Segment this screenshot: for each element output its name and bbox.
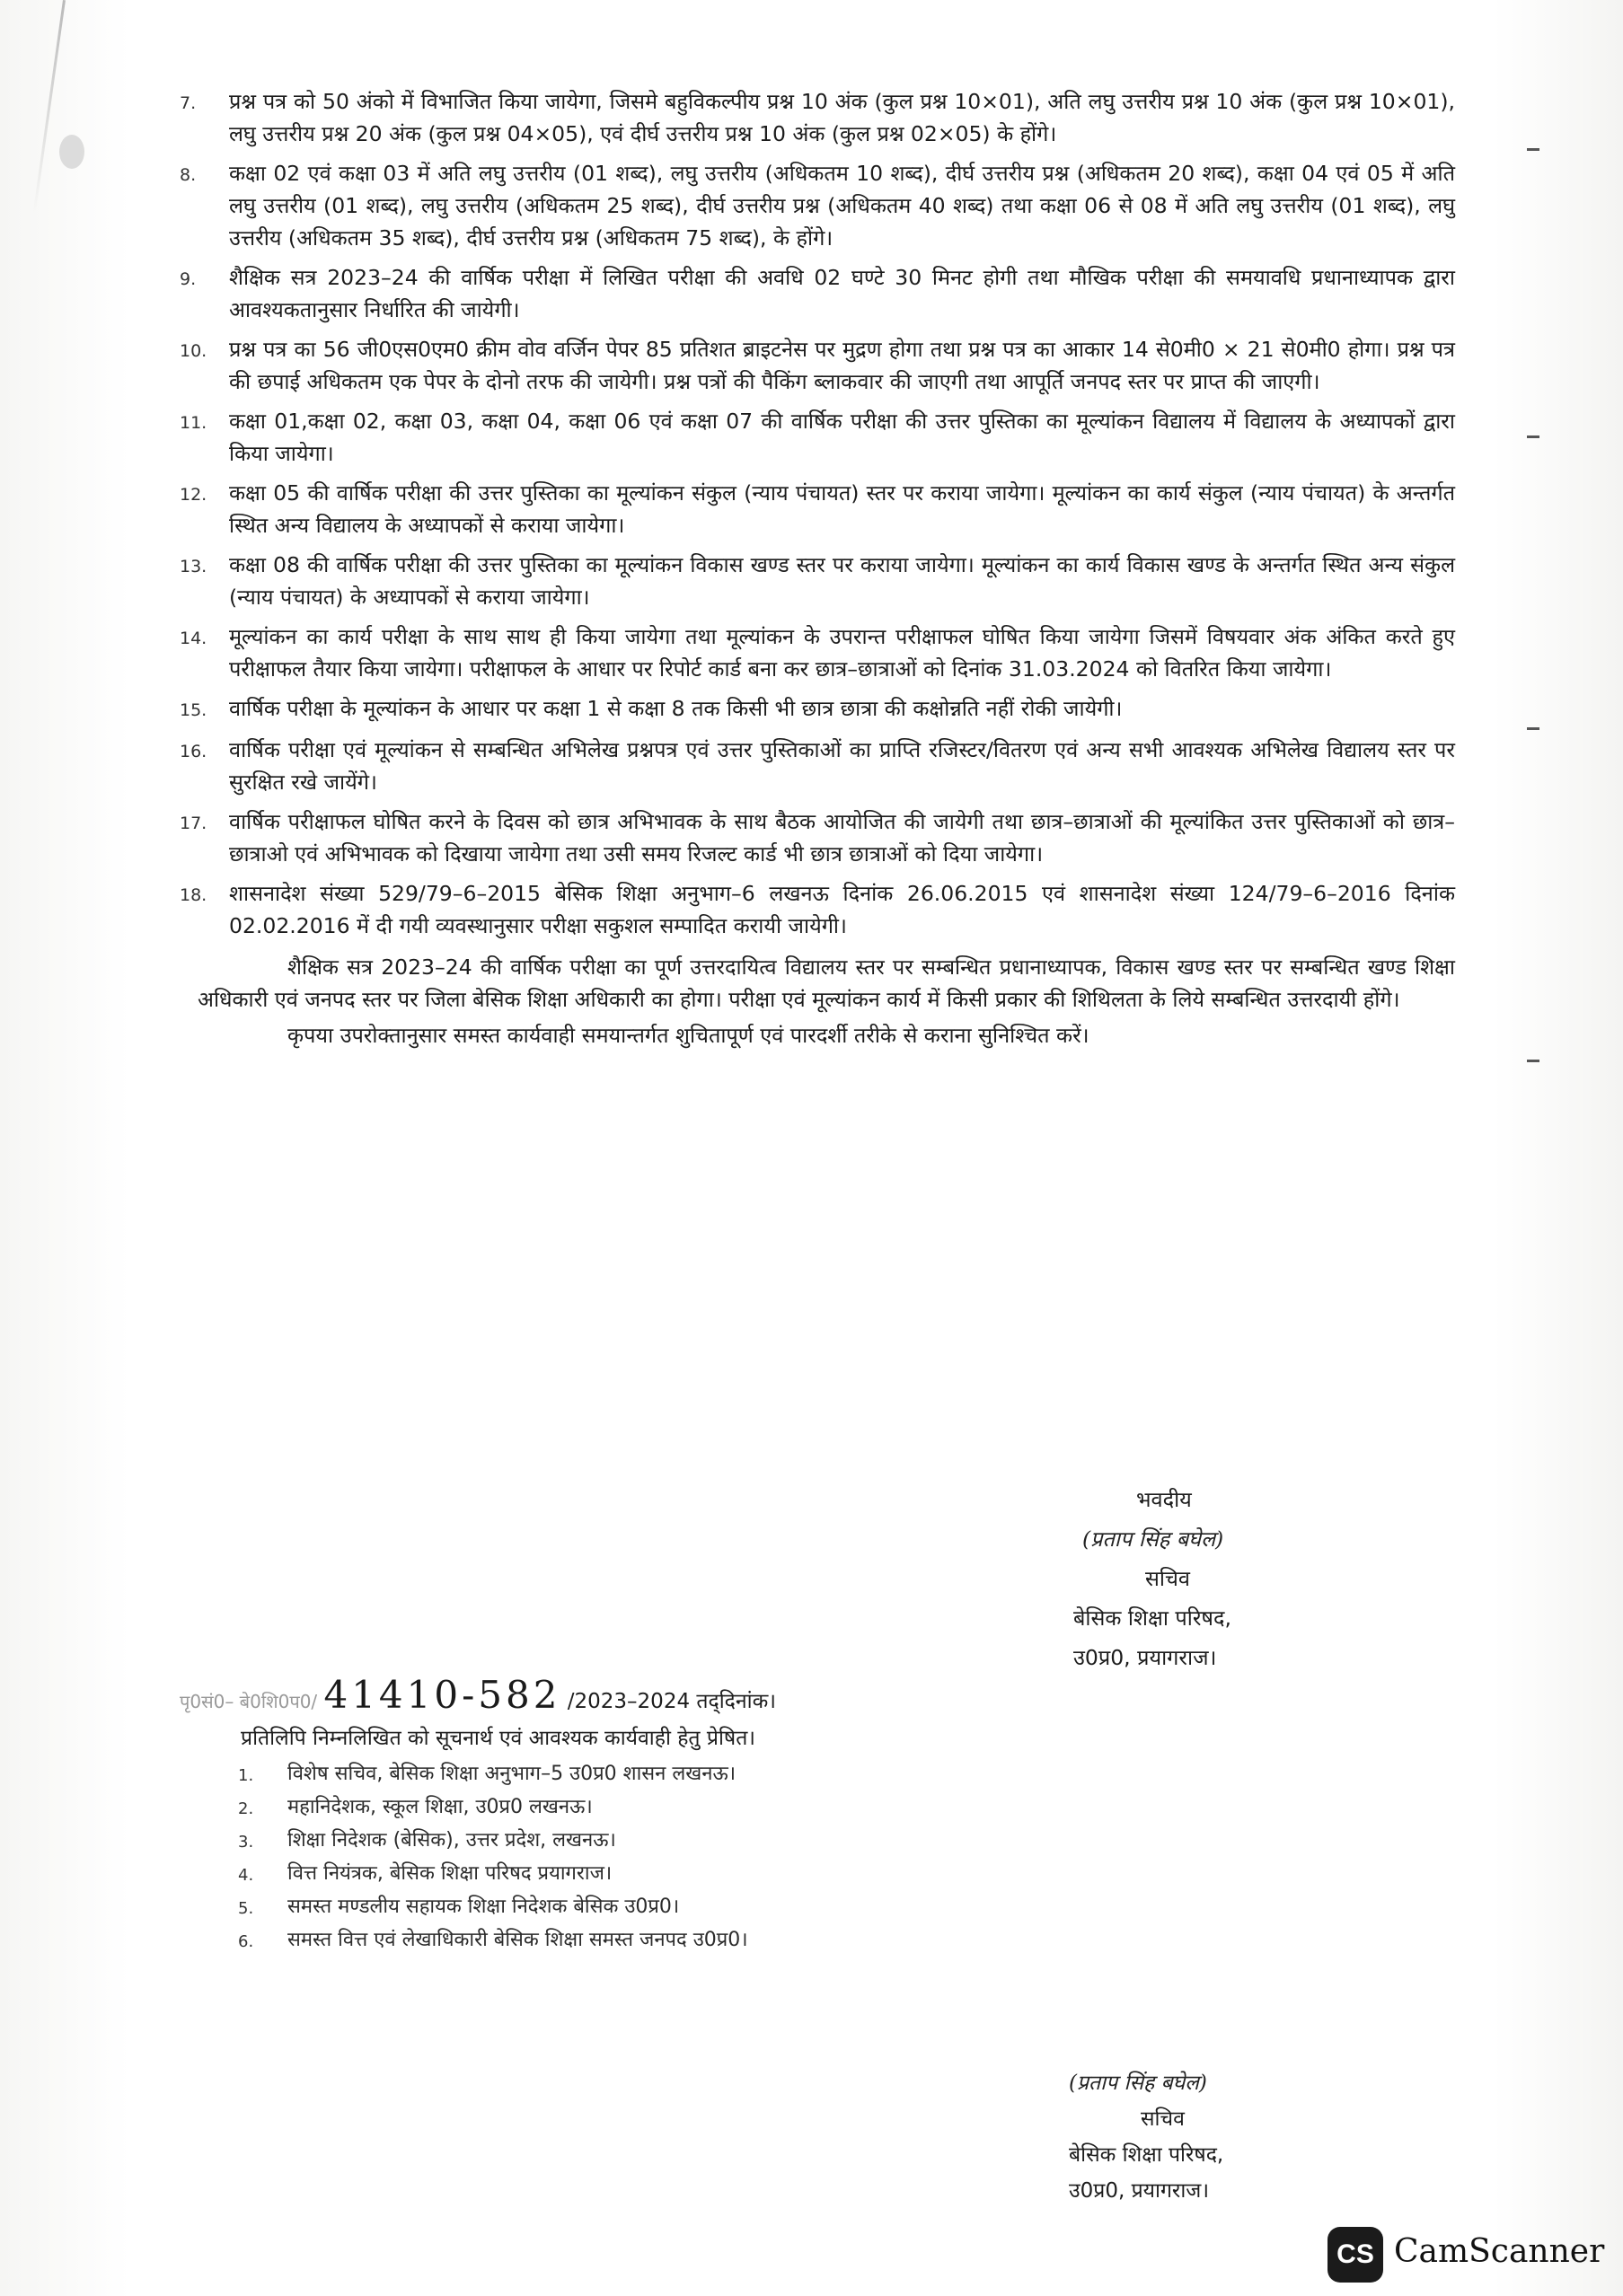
camscanner-watermark: CamScanner bbox=[1394, 2233, 1605, 2270]
item-number: 17. bbox=[180, 814, 207, 833]
salutation: भवदीय bbox=[1136, 1487, 1192, 1512]
recipient-text: महानिदेशक, स्कूल शिक्षा, उ0प्र0 लखनऊ। bbox=[287, 1796, 593, 1818]
item-text: शासनादेश संख्या 529/79–6–2015 बेसिक शिक्षा अनुभाग–6 लखनऊ दिनांक 26.06.2015 एवं शासनादेश संख्या 124/79–6–2016 दिनांक 02.02.2016 में दी गयी व्यवस्थानुसार परीक्षा सकुशल सम्पादित करायी जायेगी। bbox=[229, 881, 1455, 938]
recipient-number: 5. bbox=[238, 1899, 254, 1918]
item-number: 15. bbox=[180, 700, 207, 720]
reference-handwritten-number: 41410-582 bbox=[323, 1673, 561, 1717]
signatory-organisation: बेसिक शिक्षा परिषद, bbox=[1069, 2143, 1224, 2167]
item-number: 14. bbox=[180, 629, 207, 648]
recipient-text: वित्त नियंत्रक, बेसिक शिक्षा परिषद प्रयागराज। bbox=[287, 1862, 613, 1885]
reference-prefix: पृ0सं0– बे0शि0प0/ bbox=[180, 1691, 318, 1712]
item-number: 11. bbox=[180, 413, 207, 433]
item-text: कक्षा 08 की वार्षिक परीक्षा की उत्तर पुस्तिका का मूल्यांकन विकास खण्ड स्तर पर कराया जायेगा। मूल्यांकन का कार्य विकास खण्ड के अन्तर्गत स्थित अन्य संकुल (न्याय पंचायत) के अध्यापकों से कराया जायेगा। bbox=[229, 552, 1455, 610]
instruction-item bbox=[180, 333, 1455, 398]
signatory-designation: सचिव bbox=[1141, 2107, 1185, 2131]
recipient-item bbox=[238, 1858, 1406, 1891]
camscanner-logo-icon: CS bbox=[1328, 2227, 1383, 2283]
recipient-number: 6. bbox=[238, 1932, 254, 1951]
signatory-designation: सचिव bbox=[1145, 1566, 1190, 1591]
signatory-organisation: बेसिक शिक्षा परिषद, bbox=[1073, 1605, 1231, 1631]
item-text: वार्षिक परीक्षा के मूल्यांकन के आधार पर कक्षा 1 से कक्षा 8 तक किसी भी छात्र छात्रा की कक्षोन्नति नहीं रोकी जायेगी। bbox=[229, 696, 1123, 721]
item-number: 7. bbox=[180, 93, 197, 113]
item-number: 9. bbox=[180, 269, 197, 289]
recipient-text: समस्त वित्त एवं लेखाधिकारी बेसिक शिक्षा समस्त जनपद उ0प्र0। bbox=[287, 1929, 748, 1951]
instruction-item bbox=[180, 620, 1455, 685]
reference-suffix: /2023–2024 तद्‌दिनांक। bbox=[567, 1690, 776, 1713]
signatory-place: उ0प्र0, प्रयागराज। bbox=[1073, 1645, 1217, 1670]
instruction-item bbox=[180, 85, 1455, 150]
item-text: प्रश्न पत्र का 56 जी0एस0एम0 क्रीम वोव वर्जिन पेपर 85 प्रतिशत ब्राइटनेस पर मुद्रण होगा तथा प्रश्न पत्र का आकार 14 से0मी0 × 21 से0मी0 होगा। प्रश्न पत्र की छपाई अधिकतम एक पेपर के दोनो तरफ की जायेगी। प्रश्न पत्रों की पैकिंग ब्लाकवार की जाएगी तथा आपूर्ति जनपद स्तर पर प्राप्त की जाएगी। bbox=[229, 337, 1455, 394]
item-number: 13. bbox=[180, 557, 207, 576]
signatory-place: उ0प्र0, प्रयागराज। bbox=[1069, 2179, 1210, 2203]
item-text: कक्षा 05 की वार्षिक परीक्षा की उत्तर पुस्तिका का मूल्यांकन संकुल (न्याय पंचायत) स्तर पर कराया जायेगा। मूल्यांकन का कार्य संकुल (न्याय पंचायत) के अन्तर्गत स्थित अन्य विद्यालय के अध्यापकों से कराया जायेगा। bbox=[229, 480, 1455, 538]
request-paragraph: कृपया उपरोक्तानुसार समस्त कार्यवाही समयान्तर्गत शुचितापूर्ण एवं पारदर्शी तरीके से कराना सुनिश्चित करें। bbox=[287, 1023, 1089, 1048]
instruction-item bbox=[180, 877, 1455, 942]
instruction-item bbox=[180, 477, 1455, 541]
instruction-item bbox=[180, 692, 1455, 726]
punch-mark bbox=[59, 135, 84, 169]
copy-recipients-list bbox=[238, 1758, 1406, 1957]
item-text: वार्षिक परीक्षा एवं मूल्यांकन से सम्बन्धित अभिलेख प्रश्नपत्र एवं उत्तर पुस्तिकाओं का प्राप्ति रजिस्टर/वितरण एवं अन्य सभी आवश्यक अभिलेख विद्यालय स्तर पर सुरक्षित रखे जायेंगे। bbox=[229, 737, 1455, 795]
recipient-text: शिक्षा निदेशक (बेसिक), उत्तर प्रदेश, लखनऊ। bbox=[287, 1829, 616, 1852]
item-text: कक्षा 01,कक्षा 02, कक्षा 03, कक्षा 04, कक्षा 06 एवं कक्षा 07 की वार्षिक परीक्षा की उत्तर पुस्तिका का मूल्यांकन विद्यालय में विद्यालय के अध्यापकों द्वारा किया जायेगा। bbox=[229, 409, 1455, 466]
item-number: 8. bbox=[180, 165, 197, 185]
item-text: मूल्यांकन का कार्य परीक्षा के साथ साथ ही किया जायेगा तथा मूल्यांकन के उपरान्त परीक्षाफल घोषित किया जायेगा जिसमें विषयवार अंक अंकित करते हुए परीक्षाफल तैयार किया जायेगा। परीक्षाफल के आधार पर रिपोर्ट कार्ड बना कर छात्र–छात्राओं को दिनांक 31.03.2024 को वितरित किया जायेगा। bbox=[229, 624, 1455, 682]
instruction-item bbox=[180, 549, 1455, 613]
recipient-item bbox=[238, 1791, 1406, 1825]
recipient-text: विशेष सचिव, बेसिक शिक्षा अनुभाग–5 उ0प्र0 शासन लखनऊ। bbox=[287, 1763, 737, 1785]
margin-dash bbox=[1527, 148, 1539, 151]
signatory-name: (प्रताप सिंह बघेल) bbox=[1082, 1526, 1224, 1552]
margin-dash bbox=[1527, 1060, 1539, 1062]
instruction-item bbox=[180, 405, 1455, 470]
numbered-instructions bbox=[180, 85, 1455, 1055]
recipient-item bbox=[238, 1924, 1406, 1957]
signature-block-copy bbox=[1069, 2065, 1446, 2209]
recipient-item bbox=[238, 1758, 1406, 1791]
recipient-number: 2. bbox=[238, 1799, 254, 1818]
item-text: कक्षा 02 एवं कक्षा 03 में अति लघु उत्तरीय (01 शब्द), लघु उत्तरीय (अधिकतम 10 शब्द), दीर्घ उत्तरीय प्रश्न (अधिकतम 20 शब्द), कक्षा 04 एवं 05 में अति लघु उत्तरीय (01 शब्द), लघु उत्तरीय (अधिकतम 25 शब्द), दीर्घ उत्तरीय प्रश्न (अधिकतम 40 शब्द) तथा कक्षा 06 से 08 में अति लघु उत्तरीय (01 शब्द), लघु उत्तरीय (अधिकतम 35 शब्द), दीर्घ उत्तरीय प्रश्न (अधिकतम 75 शब्द), के होंगे। bbox=[229, 161, 1455, 251]
responsibility-paragraph: शैक्षिक सत्र 2023–24 की वार्षिक परीक्षा का पूर्ण उत्तरदायित्व विद्यालय स्तर पर सम्बन्धित प्रधानाध्यापक, विकास खण्ड स्तर पर सम्बन्धित खण्ड शिक्षा अधिकारी एवं जनपद स्तर पर जिला बेसिक शिक्षा अधिकारी का होगा। परीक्षा एवं मूल्यांकन कार्य में किसी प्रकार की शिथिलता के लिये सम्बन्धित उत्तरदायी होंगे। bbox=[198, 954, 1455, 1012]
item-number: 10. bbox=[180, 341, 207, 361]
reference-number bbox=[180, 1673, 1437, 1720]
signatory-name: (प्रताप सिंह बघेल) bbox=[1069, 2072, 1207, 2095]
item-text: वार्षिक परीक्षाफल घोषित करने के दिवस को छात्र अभिभावक के साथ बैठक आयोजित की जायेगी तथा छात्र–छात्राओं की मूल्यांकित उत्तर पुस्तिकाओं को छात्र–छात्राओ एवं अभिभावक को दिखाया जायेगा तथा उसी समय रिजल्ट कार्ड भी छात्र छात्राओं को दिया जायेगा। bbox=[229, 809, 1455, 866]
item-text: शैक्षिक सत्र 2023–24 की वार्षिक परीक्षा में लिखित परीक्षा की अवधि 02 घण्टे 30 मिनट होगी तथा मौखिक परीक्षा की समयावधि प्रधानाध्यापक द्वारा आवश्यकतानुसार निर्धारित की जायेगी। bbox=[229, 265, 1455, 322]
fold-shadow bbox=[33, 0, 66, 214]
recipient-number: 4. bbox=[238, 1866, 254, 1885]
recipient-text: समस्त मण्डलीय सहायक शिक्षा निदेशक बेसिक उ0प्र0। bbox=[287, 1896, 680, 1918]
signature-block bbox=[1073, 1480, 1451, 1677]
instruction-item bbox=[180, 157, 1455, 254]
recipient-item bbox=[238, 1825, 1406, 1858]
instruction-item bbox=[180, 734, 1455, 798]
item-number: 12. bbox=[180, 485, 207, 505]
item-text: प्रश्न पत्र को 50 अंको में विभाजित किया जायेगा, जिसमे बहुविकल्पीय प्रश्न 10 अंक (कुल प्रश्न 10×01), अति लघु उत्तरीय प्रश्न 10 अंक (कुल प्रश्न 10×01), लघु उत्तरीय प्रश्न 20 अंक (कुल प्रश्न 04×05), एवं दीर्घ उत्तरीय प्रश्न 10 अंक (कुल प्रश्न 02×05) के होंगे। bbox=[229, 89, 1455, 146]
copy-forward-intro: प्रतिलिपि निम्नलिखित को सूचनार्थ एवं आवश्यक कार्यवाही हेतु प्रेषित। bbox=[241, 1727, 756, 1750]
item-number: 18. bbox=[180, 885, 207, 905]
margin-dash bbox=[1527, 727, 1539, 730]
margin-dash bbox=[1527, 435, 1539, 438]
instruction-item bbox=[180, 805, 1455, 870]
recipient-item bbox=[238, 1891, 1406, 1924]
item-number: 16. bbox=[180, 742, 207, 761]
recipient-number: 1. bbox=[238, 1766, 254, 1785]
instruction-item bbox=[180, 261, 1455, 326]
recipient-number: 3. bbox=[238, 1833, 254, 1852]
